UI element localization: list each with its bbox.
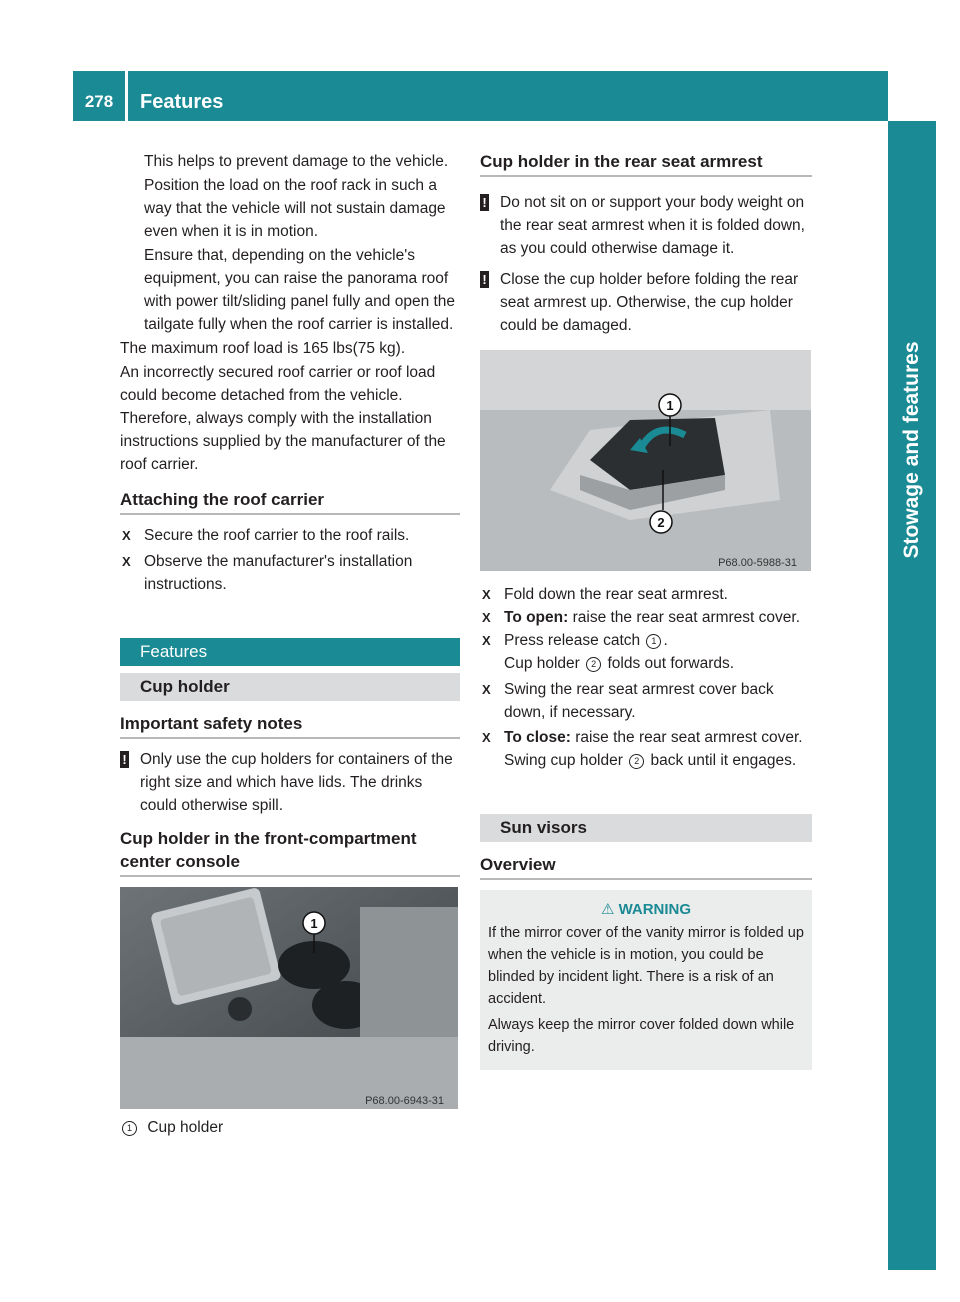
arrow-bullet-icon: X [122,528,131,543]
safety-note: ! Only use the cup holders for containers of the right size and which have lids. The drinks could otherwise spill. [120,748,460,817]
left-column [120,150,460,1139]
intro-paragraph: Position the load on the roof rack in such a way that the vehicle will not sustain damage even when it is in motion. [144,177,446,240]
callout-1-icon: 1 [646,634,661,649]
section-bar-cup-holder: Cup holder [120,673,460,701]
armrest-note-2: ! Close the cup holder before folding the rear seat armrest up. Otherwise, the cup holder could be damaged. [480,268,812,337]
intro-paragraph: This helps to prevent damage to the vehicle. [144,153,449,170]
callout-2-icon: 2 [586,657,601,672]
page-title: Features [140,91,224,113]
armrest-note-1: ! Do not sit on or support your body weight on the rear seat armrest when it is folded down, as you could otherwise damage it. [480,191,812,260]
arrow-bullet-icon: X [122,554,131,569]
rear-armrest-illustration [480,350,811,571]
list-item: X To open: raise the rear seat armrest cover. [480,606,812,629]
roof-warning-text: An incorrectly secured roof carrier or roof load could become detached from the vehicle. Therefore, always comply with the installation instructions supplied by the manufacturer of the roof carrier. [120,364,446,473]
image-code: P68.00-6943-31 [365,1095,444,1107]
warning-box [480,890,812,1070]
list-item: X Swing the rear seat armrest cover back down, if necessary. [480,678,812,724]
exclamation-icon: ! [480,194,489,211]
image-code: P68.00-5988-31 [718,557,797,569]
side-tab-label: Stowage and features [900,341,923,559]
attach-heading: Attaching the roof carrier [120,488,460,515]
front-console-heading: Cup holder in the front-compartment center console [120,827,460,877]
header-divider [125,71,128,121]
callout-2-icon: 2 [629,754,644,769]
safety-heading: Important safety notes [120,712,460,739]
arrow-bullet-icon: X [482,610,491,625]
section-bar-sun-visors: Sun visors [480,814,812,842]
arrow-bullet-icon: X [482,587,491,602]
callout-1-icon: 1 [122,1121,137,1136]
warning-triangle-icon: ⚠ [600,901,615,918]
section-bar-features: Features [120,638,460,666]
overview-heading: Overview [480,853,812,880]
list-item: X Observe the manufacturer's installation instructions. [120,550,460,596]
side-tab [888,121,936,1243]
arrow-bullet-icon: X [482,730,491,745]
callout-legend: 1 Cup holder [120,1116,460,1139]
warning-text: Always keep the mirror cover folded down while driving. [488,1017,795,1055]
callout-1-marker: 1 [310,916,318,931]
front-cup-holder-image [120,887,458,1109]
rear-armrest-heading: Cup holder in the rear seat armrest [480,150,812,177]
list-item: X Fold down the rear seat armrest. [480,583,812,606]
side-tab-block [888,1242,936,1270]
arrow-bullet-icon: X [482,682,491,697]
list-item: X Secure the roof carrier to the roof rails. [120,524,460,547]
right-column [480,150,812,1070]
list-item: X To close: raise the rear seat armrest cover. Swing cup holder 2 back until it engages. [480,726,812,772]
list-item: X Press release catch 1 . Cup holder 2 folds out forwards. [480,629,812,675]
rear-cup-holder-image [480,350,811,571]
max-load-text: The maximum roof load is 165 lbs(75 kg). [120,340,406,357]
callout-2-marker: 2 [657,515,665,530]
intro-paragraph: Ensure that, depending on the vehicle's equipment, you can raise the panorama roof with power tilt/sliding panel fully and open the tailgate fully when the roof carrier is installed. [144,247,456,333]
page-number: 278 [84,92,114,111]
callout-1-marker: 1 [666,398,674,413]
front-console-illustration [120,887,458,1109]
exclamation-icon: ! [480,271,489,288]
warning-title: ⚠ WARNING [600,901,692,918]
exclamation-icon: ! [120,751,129,768]
arrow-bullet-icon: X [482,633,491,648]
warning-text: If the mirror cover of the vanity mirror is folded up when the vehicle is in motion, you could be blinded by incident light. There is a risk of an accident. [488,925,804,1007]
